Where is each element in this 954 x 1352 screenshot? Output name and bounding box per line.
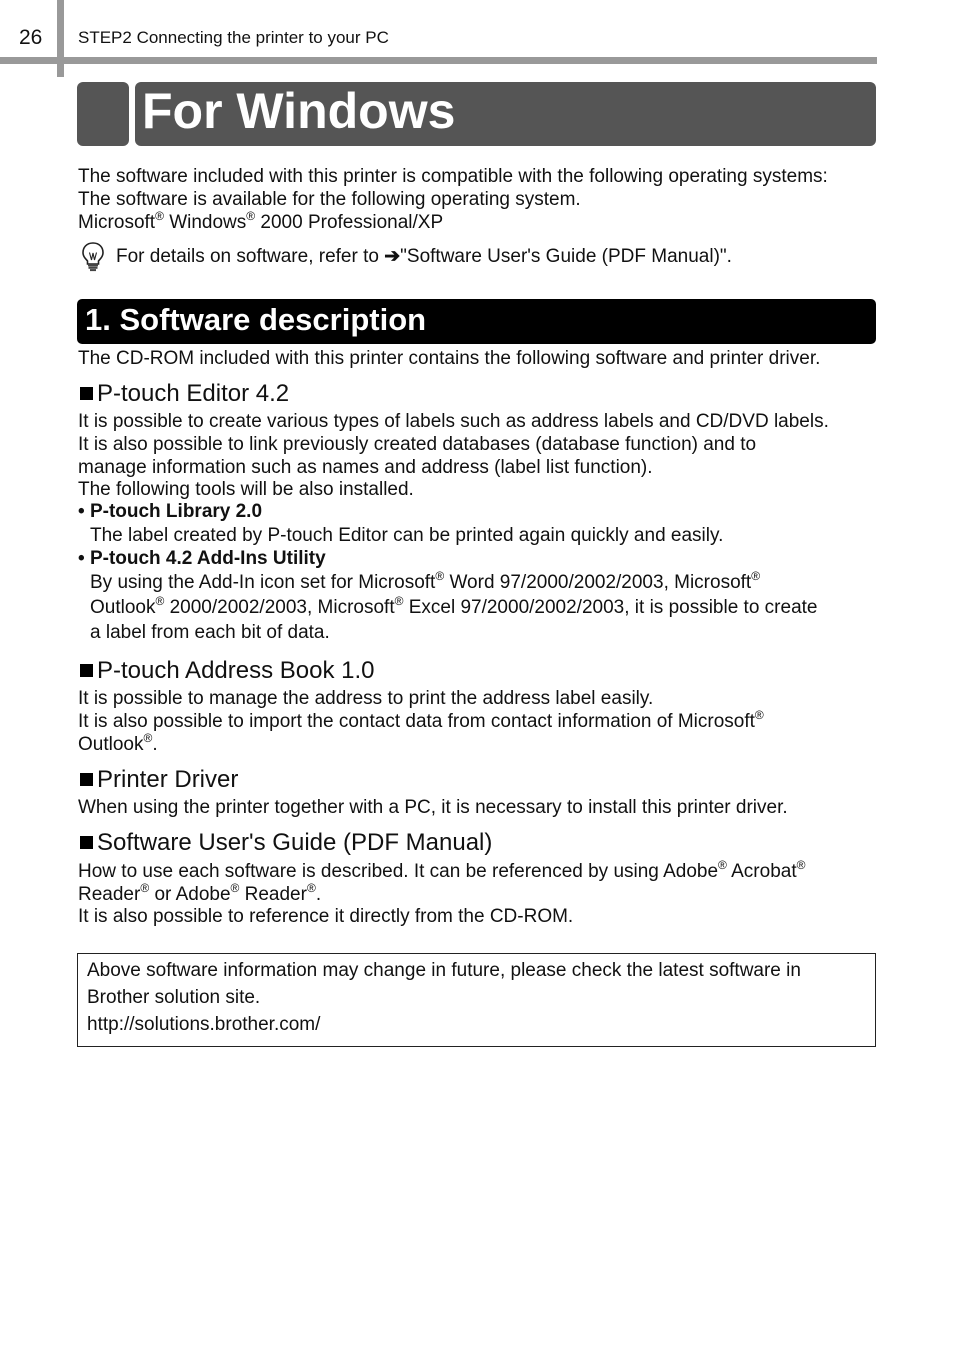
- section-lead: The CD-ROM included with this printer contains the following software and printer driver.: [78, 348, 821, 369]
- hint-text: For details on software, refer to ➔"Software User's Guide (PDF Manual)".: [116, 246, 732, 267]
- page-number: 26: [19, 26, 43, 49]
- guide-line-2: Reader® or Adobe® Reader®.: [78, 881, 322, 905]
- subheading-editor: P-touch Editor 4.2: [78, 380, 289, 408]
- editor-line-4: The following tools will be also installed.: [78, 479, 414, 500]
- os-line: Microsoft® Windows® 2000 Professional/XP: [78, 209, 444, 233]
- subheading-users-guide: Software User's Guide (PDF Manual): [78, 829, 492, 857]
- guide-line-3: It is also possible to reference it directly from the CD-ROM.: [78, 906, 574, 927]
- guide-line-1: How to use each software is described. It can be referenced by using Adobe® Acrobat®: [78, 858, 806, 882]
- library-desc: The label created by P-touch Editor can be printed again quickly and easily.: [90, 525, 724, 546]
- arrow-icon: ➔: [384, 246, 401, 267]
- driver-line-1: When using the printer together with a PC, it is necessary to install this printer driver.: [78, 797, 788, 818]
- addins-line-1: By using the Add-In icon set for Microsoft® Word 97/2000/2002/2003, Microsoft®: [90, 569, 761, 593]
- intro-line-1: The software included with this printer is compatible with the following operating systems:: [78, 166, 828, 187]
- subheading-printer-driver: Printer Driver: [78, 766, 238, 794]
- solutions-url-link[interactable]: http://solutions.brother.com/: [87, 1014, 321, 1035]
- intro-line-2: The software is available for the following operating system.: [78, 189, 581, 210]
- running-header: STEP2 Connecting the printer to your PC: [78, 28, 389, 47]
- notice-box: [77, 953, 876, 1047]
- square-bullet-icon: [80, 836, 93, 849]
- title-square-block: [77, 82, 129, 146]
- square-bullet-icon: [80, 387, 93, 400]
- page-title: For Windows: [142, 83, 456, 139]
- notice-line-2: Brother solution site.: [87, 987, 261, 1008]
- lightbulb-icon: [80, 240, 106, 272]
- bullet-addins: • P-touch 4.2 Add-Ins Utility: [78, 548, 326, 569]
- square-bullet-icon: [80, 773, 93, 786]
- bullet-library: • P-touch Library 2.0: [78, 501, 263, 522]
- editor-line-3: manage information such as names and address (label list function).: [78, 457, 653, 478]
- address-line-3: Outlook®.: [78, 731, 158, 755]
- square-bullet-icon: [80, 664, 93, 677]
- editor-line-1: It is possible to create various types of labels such as address labels and CD/DVD labels.: [78, 411, 829, 432]
- addins-line-3: a label from each bit of data.: [90, 622, 330, 643]
- header-horizontal-rule: [0, 57, 877, 64]
- header-vertical-rule: [57, 0, 64, 77]
- address-line-2: It is also possible to import the contact data from contact information of Microsoft®: [78, 708, 764, 732]
- title-bar: [135, 82, 876, 146]
- notice-line-1: Above software information may change in future, please check the latest software in: [87, 960, 801, 981]
- editor-line-2: It is also possible to link previously created databases (database function) and to: [78, 434, 757, 455]
- address-line-1: It is possible to manage the address to print the address label easily.: [78, 688, 654, 709]
- subheading-address-book: P-touch Address Book 1.0: [78, 657, 375, 685]
- manual-reference: "Software User's Guide (PDF Manual)".: [400, 246, 732, 267]
- section-title: 1. Software description: [85, 302, 427, 337]
- section-bar: [77, 299, 876, 344]
- addins-line-2: Outlook® 2000/2002/2003, Microsoft® Excel 97/2000/2002/2003, it is possible to create: [90, 594, 818, 618]
